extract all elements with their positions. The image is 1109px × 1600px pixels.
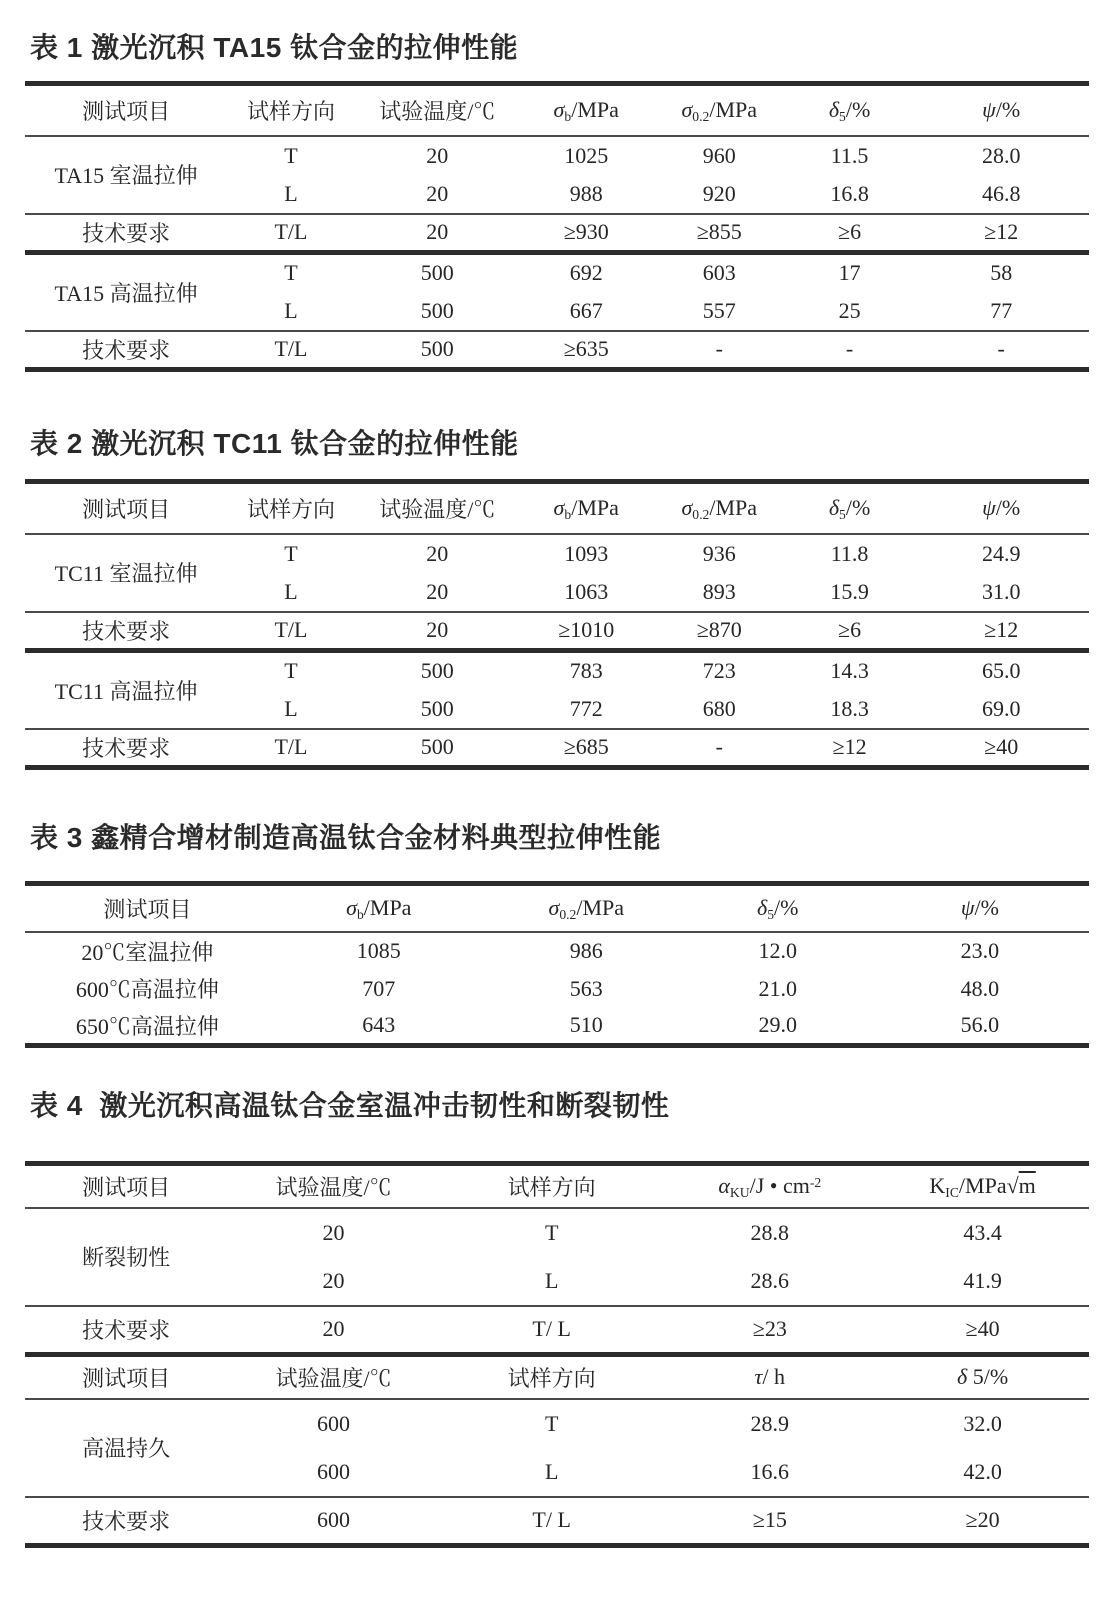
data-cell: 69.0	[981, 695, 1021, 721]
data-cell: ≥40	[965, 1316, 1000, 1342]
data-cell: 557	[702, 297, 736, 323]
table-row	[25, 1208, 1089, 1257]
data-cell: 988	[569, 180, 603, 206]
data-cell: 技术要求	[82, 337, 171, 363]
row-group	[25, 534, 1089, 612]
data-cell: 16.8	[830, 180, 869, 206]
data-cell: 20	[426, 540, 449, 566]
data-cell: 600	[317, 1458, 351, 1484]
data-cell: 28.0	[981, 142, 1021, 168]
data-cell: 29.0	[758, 1012, 797, 1038]
data-cell: T/L	[274, 617, 308, 643]
data-cell: 600	[317, 1507, 351, 1533]
data-cell: 56.0	[960, 1012, 1000, 1038]
header-cell: 试验温度/℃	[275, 1174, 392, 1200]
data-cell: ≥1010	[558, 617, 615, 643]
row-group-label: TC11 室温拉伸	[54, 561, 198, 586]
data-cell: T/ L	[532, 1316, 571, 1342]
table-row	[25, 214, 1089, 253]
table1-title: 表 1 激光沉积 TA15 钛合金的拉伸性能	[30, 32, 519, 63]
table2-container	[0, 479, 1109, 770]
data-cell: 986	[569, 938, 603, 963]
header-cell: $\sigma_{0.2}$/MPa	[548, 895, 625, 923]
row-group-label: TA15 高温拉伸	[54, 280, 198, 306]
data-cell: 技术要求	[82, 1508, 171, 1534]
row-group-label: 高温持久	[82, 1436, 171, 1461]
data-cell: 960	[702, 142, 736, 168]
table1-container	[0, 81, 1109, 372]
data-cell: 723	[702, 658, 736, 684]
data-cell: 16.6	[750, 1458, 790, 1484]
data-cell: 500	[420, 297, 454, 323]
data-cell: T	[284, 540, 298, 566]
header-row	[25, 1355, 1089, 1399]
header-cell: 测试项目	[82, 496, 171, 522]
row-group	[25, 253, 1089, 331]
data-cell: T	[544, 1410, 559, 1436]
header-cell: 试验温度/℃	[275, 1365, 392, 1391]
data-cell: 20	[322, 1316, 345, 1342]
data-cell: -	[845, 336, 854, 362]
data-cell: L	[544, 1267, 559, 1293]
data-cell: ≥6	[838, 617, 862, 643]
row-group	[25, 214, 1089, 253]
data-cell: 41.9	[963, 1267, 1002, 1293]
data-cell: 783	[569, 658, 603, 684]
data-cell: 77	[990, 297, 1013, 323]
data-cell: 500	[420, 336, 454, 362]
data-cell: T	[284, 142, 298, 168]
table-row	[25, 534, 1089, 573]
data-cell: 500	[420, 658, 454, 684]
data-cell: 技术要求	[82, 735, 171, 761]
row-group	[25, 331, 1089, 370]
header-cell: 测试项目	[82, 1174, 171, 1200]
header-row	[25, 1164, 1089, 1208]
row-group-label: 断裂韧性	[82, 1245, 171, 1270]
data-cell: 58	[990, 260, 1013, 286]
header-cell: 试验温度/℃	[379, 496, 496, 522]
header-cell: δ 5/%	[957, 1364, 1009, 1390]
data-cell: ≥635	[563, 336, 609, 362]
header-cell: 试样方向	[246, 496, 335, 522]
header-cell: ψ/%	[960, 895, 999, 921]
header-cell: $K_{IC}/MPa√m$	[929, 1173, 1036, 1201]
table3-title: 表 3 鑫精合增材制造高温钛合金材料典型拉伸性能	[30, 822, 662, 853]
data-cell: 技术要求	[82, 618, 171, 644]
table-row	[25, 651, 1089, 690]
data-cell: 18.3	[830, 695, 869, 721]
row-group	[25, 1399, 1089, 1497]
data-cell: T	[284, 260, 298, 286]
data-cell: 28.8	[750, 1219, 790, 1245]
data-cell: 563	[569, 975, 603, 1001]
data-cell: 920	[702, 180, 736, 206]
data-cell: ≥855	[696, 219, 742, 245]
row-group	[25, 1208, 1089, 1306]
data-cell: 14.3	[830, 658, 869, 684]
data-table	[25, 881, 1089, 1048]
data-cell: T/L	[274, 734, 308, 760]
data-cell: 23.0	[960, 938, 1000, 963]
data-cell: -	[715, 336, 723, 362]
row-group	[25, 1497, 1089, 1546]
data-cell: T/L	[274, 336, 308, 362]
data-cell: 692	[569, 260, 603, 286]
data-cell: 20℃室温拉伸	[81, 939, 214, 965]
data-cell: ≥40	[984, 734, 1019, 760]
data-cell: 48.0	[960, 975, 1000, 1001]
data-cell: L	[284, 695, 298, 721]
header-cell: 试样方向	[507, 1365, 596, 1391]
header-cell: $\delta_5/\%$	[828, 495, 871, 523]
row-group	[25, 932, 1089, 1046]
row-group	[25, 136, 1089, 214]
row-group-label: TA15 室温拉伸	[54, 163, 198, 188]
table-row	[25, 729, 1089, 768]
data-cell: 20	[426, 219, 449, 245]
header-cell: $\sigma_b$/MPa	[346, 895, 412, 923]
header-row	[25, 482, 1089, 534]
data-cell: ≥12	[984, 617, 1019, 643]
header-cell: ψ/%	[982, 97, 1021, 123]
data-cell: 600	[317, 1410, 351, 1436]
data-cell: 24.9	[981, 540, 1021, 566]
table-row	[25, 253, 1089, 292]
data-cell: 680	[702, 695, 736, 721]
row-group	[25, 729, 1089, 768]
table2-section	[0, 422, 1109, 770]
table3-section	[0, 816, 1109, 1048]
data-cell: 20	[322, 1219, 345, 1245]
data-cell: 15.9	[830, 578, 869, 604]
header-row	[25, 84, 1089, 136]
data-cell: 20	[426, 142, 449, 168]
table-row	[25, 136, 1089, 175]
data-cell: T	[284, 658, 298, 684]
data-cell: -	[715, 734, 723, 760]
header-cell: 测试项目	[82, 1365, 171, 1391]
header-cell: $\alpha_{KU}/J$ • $cm^{-2}$	[718, 1173, 822, 1201]
table-row	[25, 612, 1089, 651]
data-cell: 772	[569, 695, 603, 721]
table4-section	[0, 1084, 1109, 1548]
data-cell: L	[284, 578, 298, 604]
data-cell: 12.0	[758, 938, 797, 963]
data-cell: 500	[420, 695, 454, 721]
data-table	[25, 479, 1089, 770]
header-cell: $\delta_5/\%$	[828, 97, 871, 125]
data-cell: ≥870	[696, 617, 742, 643]
header-cell: τ/ h	[754, 1364, 786, 1390]
data-cell: ≥12	[984, 219, 1019, 245]
data-cell: 25	[838, 297, 861, 323]
data-cell: 500	[420, 734, 454, 760]
row-group	[25, 651, 1089, 729]
data-cell: 1025	[564, 142, 609, 168]
data-cell: ≥6	[838, 219, 862, 245]
data-cell: 43.4	[963, 1219, 1002, 1245]
table-row	[25, 932, 1089, 970]
row-group-label: TC11 高温拉伸	[54, 678, 198, 704]
header-cell: 试样方向	[246, 98, 335, 124]
data-cell: 893	[702, 578, 736, 604]
table2-title: 表 2 激光沉积 TC11 钛合金的拉伸性能	[30, 428, 519, 459]
header-cell: $\delta_5/\%$	[757, 895, 799, 923]
data-table	[25, 81, 1089, 372]
data-cell: 1085	[356, 938, 401, 963]
data-cell: T/L	[274, 219, 308, 245]
table1-section	[0, 26, 1109, 372]
data-cell: 603	[702, 260, 736, 286]
data-cell: 20	[426, 617, 449, 643]
data-cell: 42.0	[963, 1458, 1002, 1484]
table-row	[25, 970, 1089, 1008]
header-cell: $\sigma_b$/MPa	[553, 495, 619, 523]
data-cell: L	[544, 1458, 559, 1484]
data-cell: 667	[569, 297, 603, 323]
data-cell: 20	[322, 1267, 345, 1293]
row-group	[25, 1355, 1089, 1399]
data-cell: T	[544, 1219, 559, 1245]
table-row	[25, 1399, 1089, 1448]
data-cell: 600℃高温拉伸	[75, 977, 219, 1002]
row-group	[25, 612, 1089, 651]
data-cell: ≥23	[752, 1316, 787, 1342]
data-cell: 技术要求	[82, 220, 171, 246]
header-cell: ψ/%	[982, 495, 1021, 521]
data-cell: 650℃高温拉伸	[75, 1013, 219, 1039]
data-cell: 技术要求	[82, 1317, 171, 1343]
row-group	[25, 1306, 1089, 1355]
data-cell: ≥20	[965, 1507, 1000, 1533]
data-cell: 28.6	[750, 1267, 790, 1293]
data-cell: ≥15	[752, 1507, 787, 1533]
header-row	[25, 884, 1089, 932]
data-cell: 20	[426, 578, 449, 604]
data-cell: 643	[362, 1012, 396, 1038]
table-row	[25, 331, 1089, 370]
data-cell: 65.0	[981, 658, 1021, 684]
header-cell: 测试项目	[82, 98, 171, 124]
data-cell: 707	[362, 975, 396, 1001]
data-cell: ≥12	[832, 734, 867, 760]
data-cell: T/ L	[532, 1507, 571, 1533]
data-cell: L	[284, 180, 298, 206]
table4-container	[0, 1161, 1109, 1548]
data-table	[25, 1161, 1089, 1548]
data-cell: 510	[569, 1012, 603, 1038]
data-cell: 32.0	[963, 1410, 1002, 1436]
data-cell: -	[997, 336, 1005, 362]
data-cell: 31.0	[981, 578, 1021, 604]
data-cell: 28.9	[750, 1410, 790, 1436]
header-cell: $\sigma_b$/MPa	[553, 97, 619, 125]
header-cell: $\sigma_{0.2}$/MPa	[681, 495, 758, 523]
table4-title: 表 4 激光沉积高温钛合金室温冲击韧性和断裂韧性	[30, 1090, 670, 1121]
data-cell: 1063	[564, 578, 609, 604]
header-cell: 试验温度/℃	[379, 98, 496, 124]
table-row	[25, 1008, 1089, 1046]
header-cell: $\sigma_{0.2}$/MPa	[681, 97, 758, 125]
data-cell: 21.0	[758, 975, 797, 1001]
data-cell: 20	[426, 180, 449, 206]
data-cell: 1093	[564, 540, 609, 566]
header-cell: 测试项目	[103, 896, 192, 922]
data-cell: ≥685	[563, 734, 609, 760]
data-cell: ≥930	[563, 219, 609, 245]
data-cell: 11.5	[830, 142, 869, 168]
table3-container	[0, 881, 1109, 1048]
data-cell: 936	[702, 540, 736, 566]
table-row	[25, 1497, 1089, 1546]
data-cell: 500	[420, 260, 454, 286]
data-cell: L	[284, 297, 298, 323]
table-row	[25, 1306, 1089, 1355]
data-cell: 11.8	[830, 540, 869, 566]
header-cell: 试样方向	[507, 1174, 596, 1200]
data-cell: 17	[838, 260, 861, 286]
data-cell: 46.8	[981, 180, 1021, 206]
